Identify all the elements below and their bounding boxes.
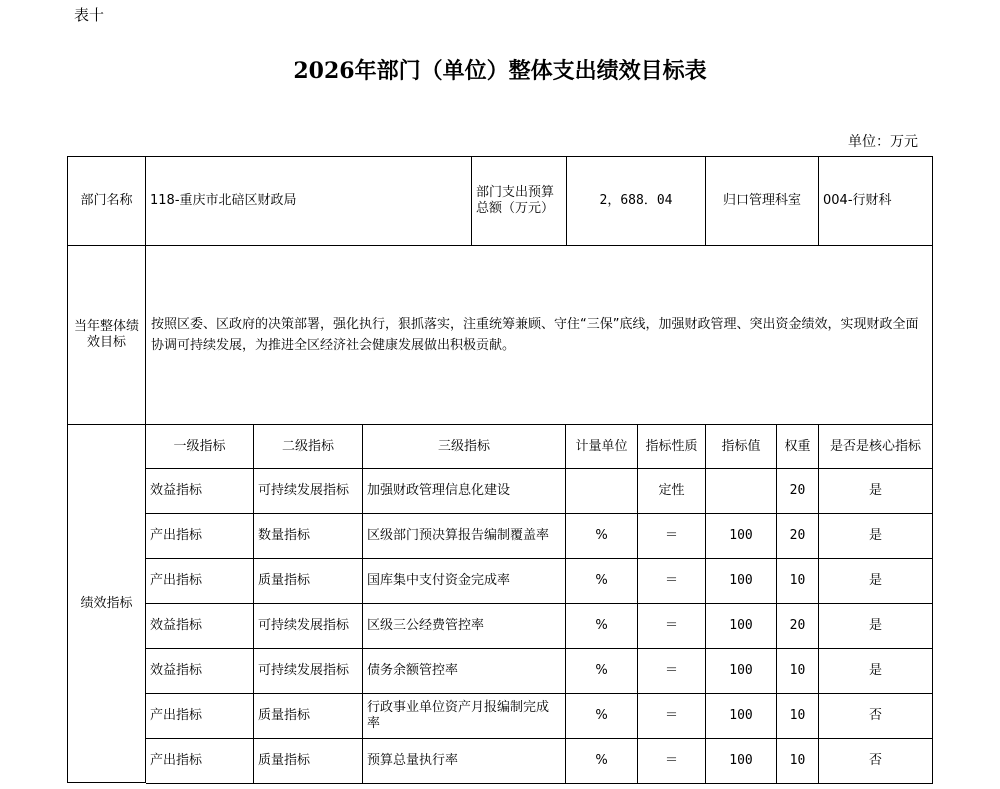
indicator-cell-col-value: 100 xyxy=(706,739,777,784)
indicator-cell-col-l2: 数量指标 xyxy=(254,514,363,559)
indicator-header-col-l3: 三级指标 xyxy=(363,425,566,469)
office-value: 004-行财科 xyxy=(819,157,933,246)
indicator-cell-col-core: 是 xyxy=(819,559,933,604)
indicator-cell-col-l3: 区级部门预决算报告编制覆盖率 xyxy=(363,514,566,559)
indicator-cell-col-l1: 效益指标 xyxy=(146,469,254,514)
indicator-cell-col-unit: % xyxy=(566,739,638,784)
indicator-cell-col-value xyxy=(706,469,777,514)
goal-label: 当年整体绩效目标 xyxy=(68,246,146,425)
indicator-cell-col-weight: 20 xyxy=(777,604,819,649)
indicator-cell-col-l2: 质量指标 xyxy=(254,559,363,604)
indicator-cell-col-unit: % xyxy=(566,559,638,604)
indicator-cell-col-l1: 产出指标 xyxy=(146,739,254,784)
indicator-cell-col-value: 100 xyxy=(706,559,777,604)
table-number: 表十 xyxy=(74,6,105,24)
office-label: 归口管理科室 xyxy=(706,157,819,246)
indicator-cell-col-weight: 10 xyxy=(777,739,819,784)
indicator-header-col-l2: 二级指标 xyxy=(254,425,363,469)
indicator-cell-col-l3: 行政事业单位资产月报编制完成率 xyxy=(363,694,566,739)
indicator-cell-col-core: 是 xyxy=(819,514,933,559)
indicator-cell-col-unit: % xyxy=(566,649,638,694)
indicator-cell-col-l2: 可持续发展指标 xyxy=(254,469,363,514)
indicator-cell-col-l2: 可持续发展指标 xyxy=(254,604,363,649)
indicator-header-col-weight: 权重 xyxy=(777,425,819,469)
indicator-cell-col-nature: ＝ xyxy=(638,739,706,784)
indicator-cell-col-core: 否 xyxy=(819,739,933,784)
indicator-cell-col-core: 是 xyxy=(819,604,933,649)
indicators-label: 绩效指标 xyxy=(68,425,146,783)
performance-table xyxy=(67,156,933,783)
indicator-cell-col-l3: 区级三公经费管控率 xyxy=(363,604,566,649)
indicator-cell-col-value: 100 xyxy=(706,604,777,649)
indicator-cell-col-unit xyxy=(566,469,638,514)
indicator-cell-col-core: 是 xyxy=(819,649,933,694)
unit-note: 单位：万元 xyxy=(848,134,918,150)
indicator-cell-col-nature: ＝ xyxy=(638,604,706,649)
indicator-cell-col-weight: 20 xyxy=(777,514,819,559)
indicator-cell-col-l1: 效益指标 xyxy=(146,604,254,649)
indicator-header-col-core: 是否是核心指标 xyxy=(819,425,933,469)
indicator-cell-col-core: 是 xyxy=(819,469,933,514)
indicator-cell-col-weight: 10 xyxy=(777,694,819,739)
indicator-cell-col-core: 否 xyxy=(819,694,933,739)
indicator-cell-col-l1: 产出指标 xyxy=(146,514,254,559)
indicator-cell-col-value: 100 xyxy=(706,649,777,694)
indicator-cell-col-value: 100 xyxy=(706,514,777,559)
indicator-header-col-nature: 指标性质 xyxy=(638,425,706,469)
indicator-cell-col-nature: ＝ xyxy=(638,559,706,604)
indicator-cell-col-nature: ＝ xyxy=(638,649,706,694)
indicator-header-col-l1: 一级指标 xyxy=(146,425,254,469)
indicator-cell-col-l1: 产出指标 xyxy=(146,694,254,739)
indicator-cell-col-value: 100 xyxy=(706,694,777,739)
page-title: 2026年部门（单位）整体支出绩效目标表 xyxy=(293,58,707,84)
dept-name-label: 部门名称 xyxy=(68,157,146,246)
indicator-cell-col-l1: 效益指标 xyxy=(146,649,254,694)
dept-name-value: 118-重庆市北碚区财政局 xyxy=(146,157,472,246)
indicator-cell-col-weight: 20 xyxy=(777,469,819,514)
indicator-cell-col-unit: % xyxy=(566,694,638,739)
indicator-cell-col-nature: ＝ xyxy=(638,514,706,559)
goal-text: 按照区委、区政府的决策部署，强化执行，狠抓落实，注重统筹兼顾、守住“三保”底线，加强财政管理、突出资金绩效，实现财政全面协调可持续发展，为推进全区经济社会健康发展做出积极贡献。 xyxy=(146,246,933,425)
indicator-cell-col-weight: 10 xyxy=(777,649,819,694)
indicator-header-col-unit: 计量单位 xyxy=(566,425,638,469)
indicator-cell-col-l2: 质量指标 xyxy=(254,694,363,739)
indicator-cell-col-unit: % xyxy=(566,514,638,559)
budget-value: 2，688．04 xyxy=(567,157,706,246)
indicator-cell-col-weight: 10 xyxy=(777,559,819,604)
indicator-cell-col-unit: % xyxy=(566,604,638,649)
indicator-cell-col-l3: 预算总量执行率 xyxy=(363,739,566,784)
indicator-header-col-value: 指标值 xyxy=(706,425,777,469)
indicator-cell-col-l2: 质量指标 xyxy=(254,739,363,784)
budget-label: 部门支出预算总额（万元） xyxy=(472,157,567,246)
indicator-cell-col-l1: 产出指标 xyxy=(146,559,254,604)
indicator-cell-col-l2: 可持续发展指标 xyxy=(254,649,363,694)
indicator-cell-col-l3: 加强财政管理信息化建设 xyxy=(363,469,566,514)
indicator-cell-col-nature: ＝ xyxy=(638,694,706,739)
indicator-cell-col-nature: 定性 xyxy=(638,469,706,514)
indicator-cell-col-l3: 国库集中支付资金完成率 xyxy=(363,559,566,604)
indicator-cell-col-l3: 债务余额管控率 xyxy=(363,649,566,694)
